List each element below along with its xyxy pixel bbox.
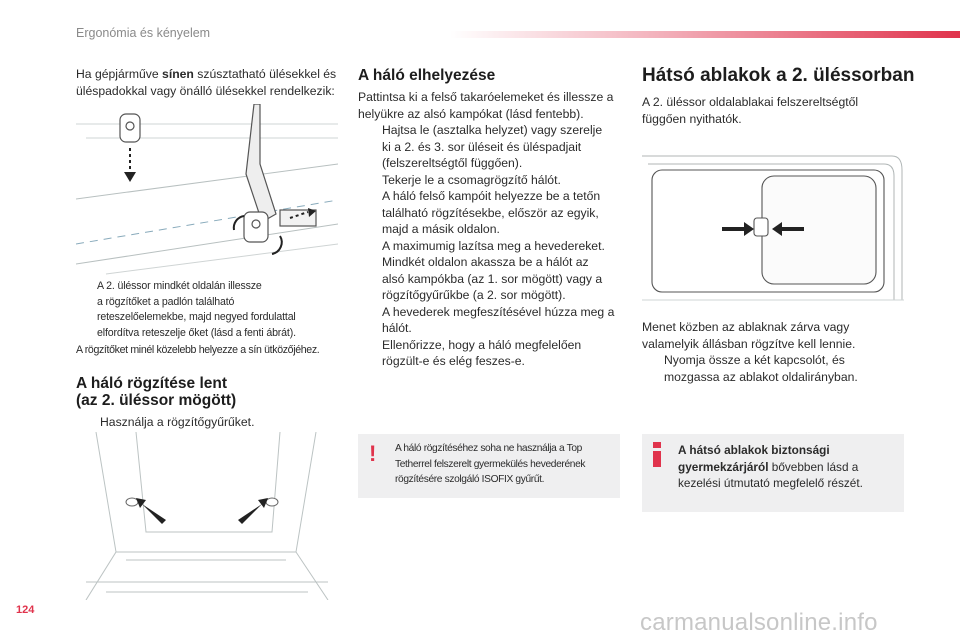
section-title: Ergonómia és kényelem [76, 26, 211, 40]
bullet-line: A háló felső kampóit helyezze be a tetőn [382, 189, 601, 203]
list-item [360, 122, 626, 172]
intro-bold: sínen [162, 67, 194, 81]
col3-heading: Hátsó ablakok a 2. üléssorban [642, 65, 915, 86]
col3-intro [642, 94, 904, 127]
intro-line: A 2. üléssor oldalablakai felszereltségtől [642, 95, 859, 109]
bullet-line: A hevederek megfeszítésével húzza meg a [382, 304, 615, 319]
rear-window-illustration [642, 150, 904, 310]
list-item [360, 238, 626, 255]
bullet-line: alsó kampókba (az 1. sor mögött) vagy a [382, 271, 603, 286]
col1-note: A rögzítőket minél közelebb helyezze a sín ütközőjéhez. [76, 344, 320, 356]
col2-intro [358, 89, 624, 122]
bullet-line: Nyomja össze a két kapcsolót, és [664, 353, 845, 367]
col2-heading: A háló elhelyezése [358, 67, 496, 84]
info-bold: gyermekzárjáról [678, 459, 769, 474]
bullet-line: A 2. üléssor mindkét oldalán illessze [97, 280, 262, 292]
bullet-line: hálót. [382, 321, 412, 335]
col1-heading [76, 375, 336, 409]
list-item [78, 414, 340, 431]
bullet-line: Mindkét oldalon akassza be a hálót az [382, 255, 589, 269]
warning-box [358, 434, 620, 498]
bullet-text: Használja a rögzítőgyűrűket. [100, 415, 255, 429]
col1-bullet2 [78, 414, 340, 431]
bullet-line: Tekerje le a csomagrögzítő hálót. [382, 172, 561, 187]
col2-bullet-list [360, 122, 626, 370]
col3-paragraph [642, 319, 904, 385]
trunk-floor-illustration [76, 432, 338, 600]
warning-line: A háló rögzítéséhez soha ne használja a Top [395, 443, 582, 454]
bullet-line: elfordítva reteszelje őket (lásd a fenti ábrát). [97, 326, 296, 339]
list-item [360, 254, 626, 304]
bullet-line: mozgassa az ablakot oldalirányban. [664, 369, 858, 384]
info-icon [650, 442, 664, 466]
list-item [360, 337, 626, 370]
heading-line: (az 2. üléssor mögött) [76, 392, 237, 409]
warning-text [395, 441, 617, 488]
warning-line: Tetherrel felszerelt gyermekülés hevederének [395, 458, 586, 470]
info-line: bővebben lásd a [768, 459, 859, 474]
header-accent-bar [450, 31, 960, 38]
intro-text: üléspadokkal vagy önálló ülésekkel rendelkezik: [76, 83, 335, 98]
col1-intro [76, 66, 346, 99]
para-line: Menet közben az ablaknak zárva vagy [642, 320, 850, 334]
bullet-line: A maximumig lazítsa meg a hevedereket. [382, 238, 605, 253]
list-item [360, 304, 626, 337]
intro-line: Pattintsa ki a felső takaróelemeket és illessze a [358, 90, 614, 104]
bullet-line: rögzítőgyűrűkbe (a 2. sor mögött). [382, 288, 566, 302]
intro-line: függően nyithatók. [642, 111, 742, 126]
warning-icon: ! [369, 441, 377, 466]
intro-text: szúsztatható ülésekkel és [193, 67, 337, 81]
col1-bullet-list [78, 279, 340, 341]
heading-line: A háló rögzítése lent [76, 375, 228, 392]
page-number: 124 [16, 604, 35, 616]
bullet-line: Ellenőrizze, hogy a háló megfelelően [382, 337, 582, 352]
bullet-line: majd a másik oldalon. [382, 222, 500, 236]
bullet-line: ki a 2. és 3. sor üléseit és üléspadjait [382, 139, 582, 154]
bullet-line: (felszereltségtől függően). [382, 156, 523, 170]
para-line: valamelyik állásban rögzítve kell lennie. [642, 336, 856, 351]
seat-anchor-illustration [76, 104, 338, 276]
bullet-line: Hajtsa le (asztalka helyzet) vagy szerelje [382, 123, 603, 137]
intro-text: Ha gépjárműve [76, 67, 163, 81]
list-item [360, 172, 626, 189]
bullet-line: a rögzítőket a padlón található [97, 295, 235, 308]
list-item [78, 279, 340, 341]
bullet-line: reteszelőelemekbe, majd negyed fordulattal [97, 311, 296, 323]
list-item [642, 352, 904, 385]
watermark: carmanualsonline.info [640, 609, 878, 636]
bullet-line: rögzült-e és elég feszes-e. [382, 354, 525, 368]
info-line: kezelési útmutató megfelelő részét. [678, 476, 863, 490]
bullet-line: található rögzítésekbe, először az egyik, [382, 205, 599, 220]
intro-line: helyükre az alsó kampókat (lásd fentebb). [358, 106, 584, 121]
warning-line: rögzítésére szolgáló ISOFIX gyűrűt. [395, 474, 545, 485]
list-item [360, 188, 626, 238]
info-text [678, 442, 902, 492]
info-bold: A hátsó ablakok biztonsági [678, 443, 830, 457]
info-box [642, 434, 904, 512]
